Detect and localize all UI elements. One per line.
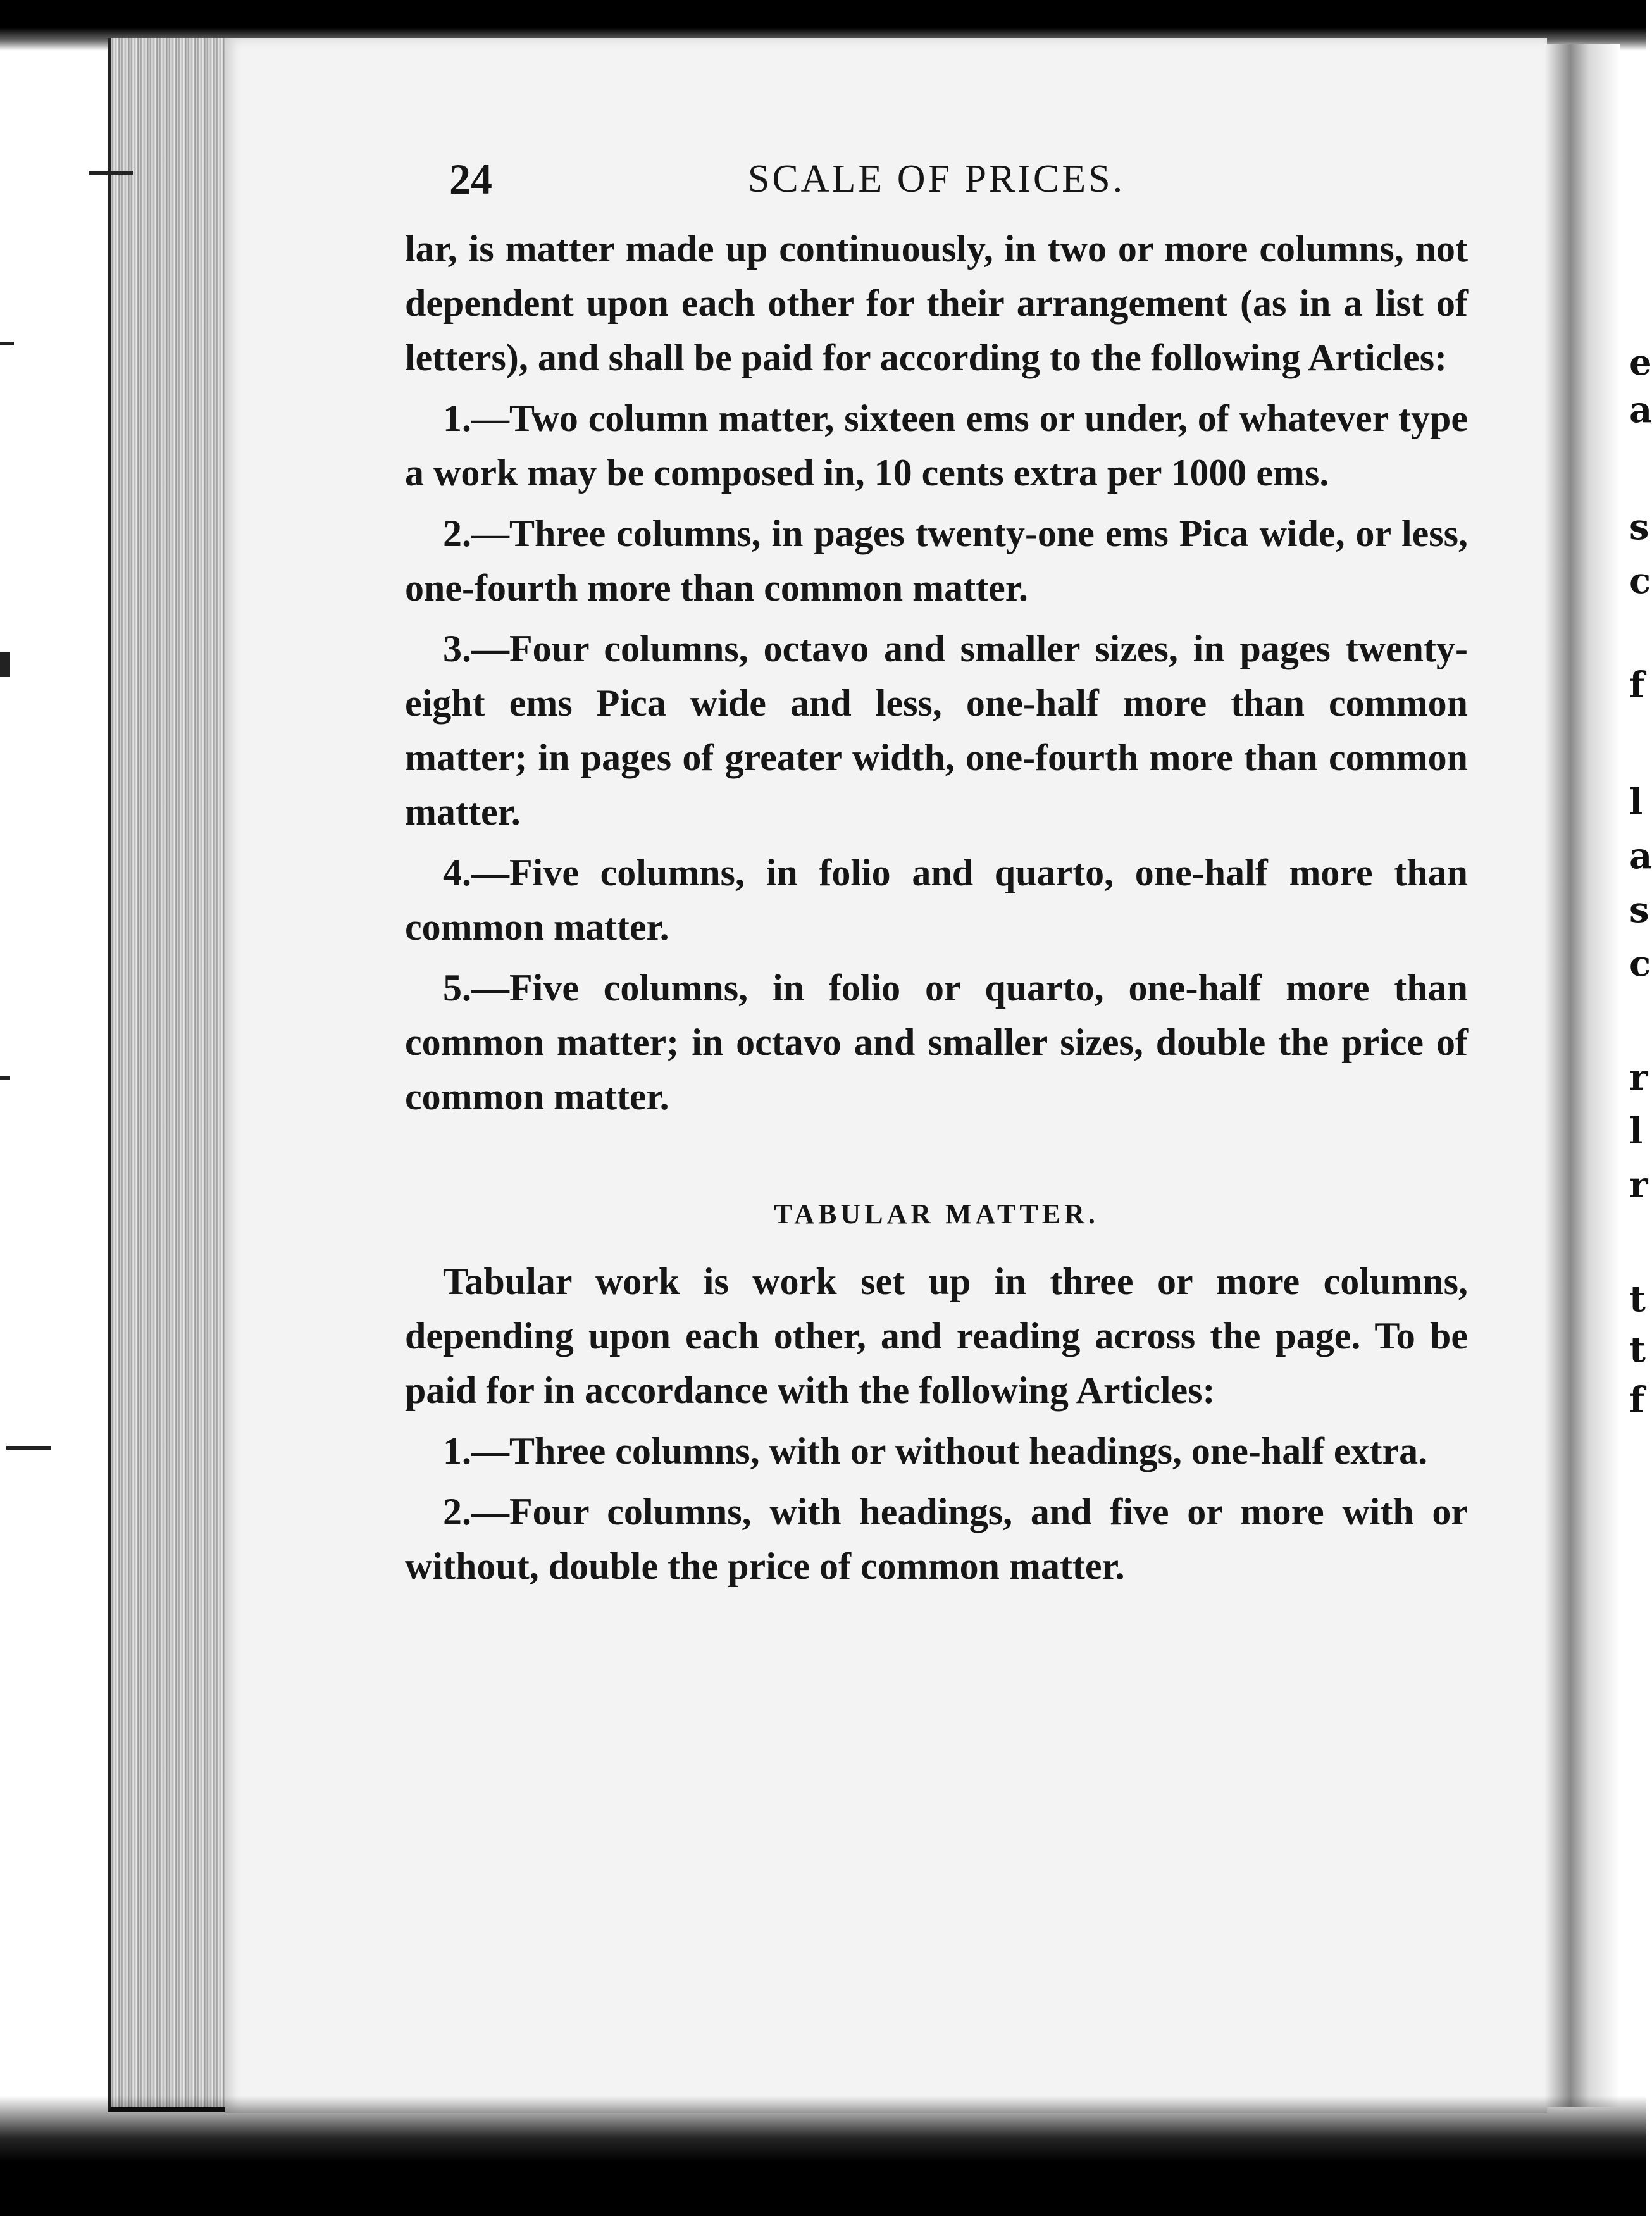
tabular-article-2: 2.—Four columns, with headings, and five or more with or without, double the price of common matter. (405, 1491, 1468, 1587)
article-4: 4.—Five columns, in folio and quarto, one-half more than common matter. (405, 852, 1468, 948)
adjacent-letter: e (1629, 342, 1652, 383)
adjacent-letter: f (1629, 664, 1645, 706)
adjacent-letter: l (1629, 1111, 1643, 1152)
adjacent-letter: s (1629, 889, 1649, 931)
page-edges-stack (108, 38, 232, 2112)
adjacent-letter: a (1629, 835, 1652, 877)
margin-mark (0, 342, 14, 345)
margin-mark (89, 171, 133, 175)
adjacent-letter: s (1629, 506, 1649, 548)
adjacent-letter: t (1629, 1278, 1646, 1320)
adjacent-letter: l (1629, 781, 1643, 823)
margin-mark (0, 1076, 10, 1080)
adjacent-letter: t (1629, 1329, 1646, 1371)
article-5: 5.—Five columns, in folio or quarto, one-half more than common matter; in octavo and smaller sizes, double the price of common matter. (405, 967, 1468, 1117)
section-heading: TABULAR MATTER. (774, 1198, 1099, 1229)
article-2: 2.—Three columns, in pages twenty-one ems Pica wide, or less, one-fourth more than common matter. (405, 513, 1468, 609)
adjacent-letter: r (1629, 1057, 1648, 1099)
bottom-shadow (0, 2096, 1646, 2216)
gutter-shadow (1544, 44, 1620, 2107)
margin-mark (6, 1446, 51, 1450)
article-3: 3.—Four columns, octavo and smaller sizes, in pages twenty-eight ems Pica wide and less, one-half more than common matter; in pages of greater width, one-fourth more than common matter. (405, 628, 1468, 833)
continued-paragraph: lar, is matter made up continuously, in two or more columns, not dependent upon each other for their arrangement (as in a list of letters), and shall be paid for according to the following Articles: (405, 228, 1468, 378)
adjacent-page-edge (1629, 316, 1652, 1835)
page-number: 24 (449, 155, 492, 203)
running-title: SCALE OF PRICES. (747, 158, 1126, 201)
adjacent-letter: c (1629, 943, 1651, 985)
tabular-intro: Tabular work is work set up in three or more columns, depending upon each other, and reading across the page. To be paid for in accordance with the following Articles: (405, 1261, 1468, 1411)
article-1: 1.—Two column matter, sixteen ems or under, of whatever type a work may be composed in, 10 cents extra per 1000 ems. (405, 397, 1468, 494)
adjacent-letter: c (1629, 560, 1651, 602)
adjacent-letter: r (1629, 1164, 1648, 1206)
margin-mark (0, 652, 10, 677)
running-head (405, 152, 1468, 221)
page-text (405, 152, 1468, 1593)
tabular-article-1: 1.—Three columns, with or without headings, one-half extra. (443, 1430, 1428, 1472)
adjacent-letter: a (1629, 389, 1652, 431)
adjacent-letter: f (1629, 1379, 1645, 1421)
